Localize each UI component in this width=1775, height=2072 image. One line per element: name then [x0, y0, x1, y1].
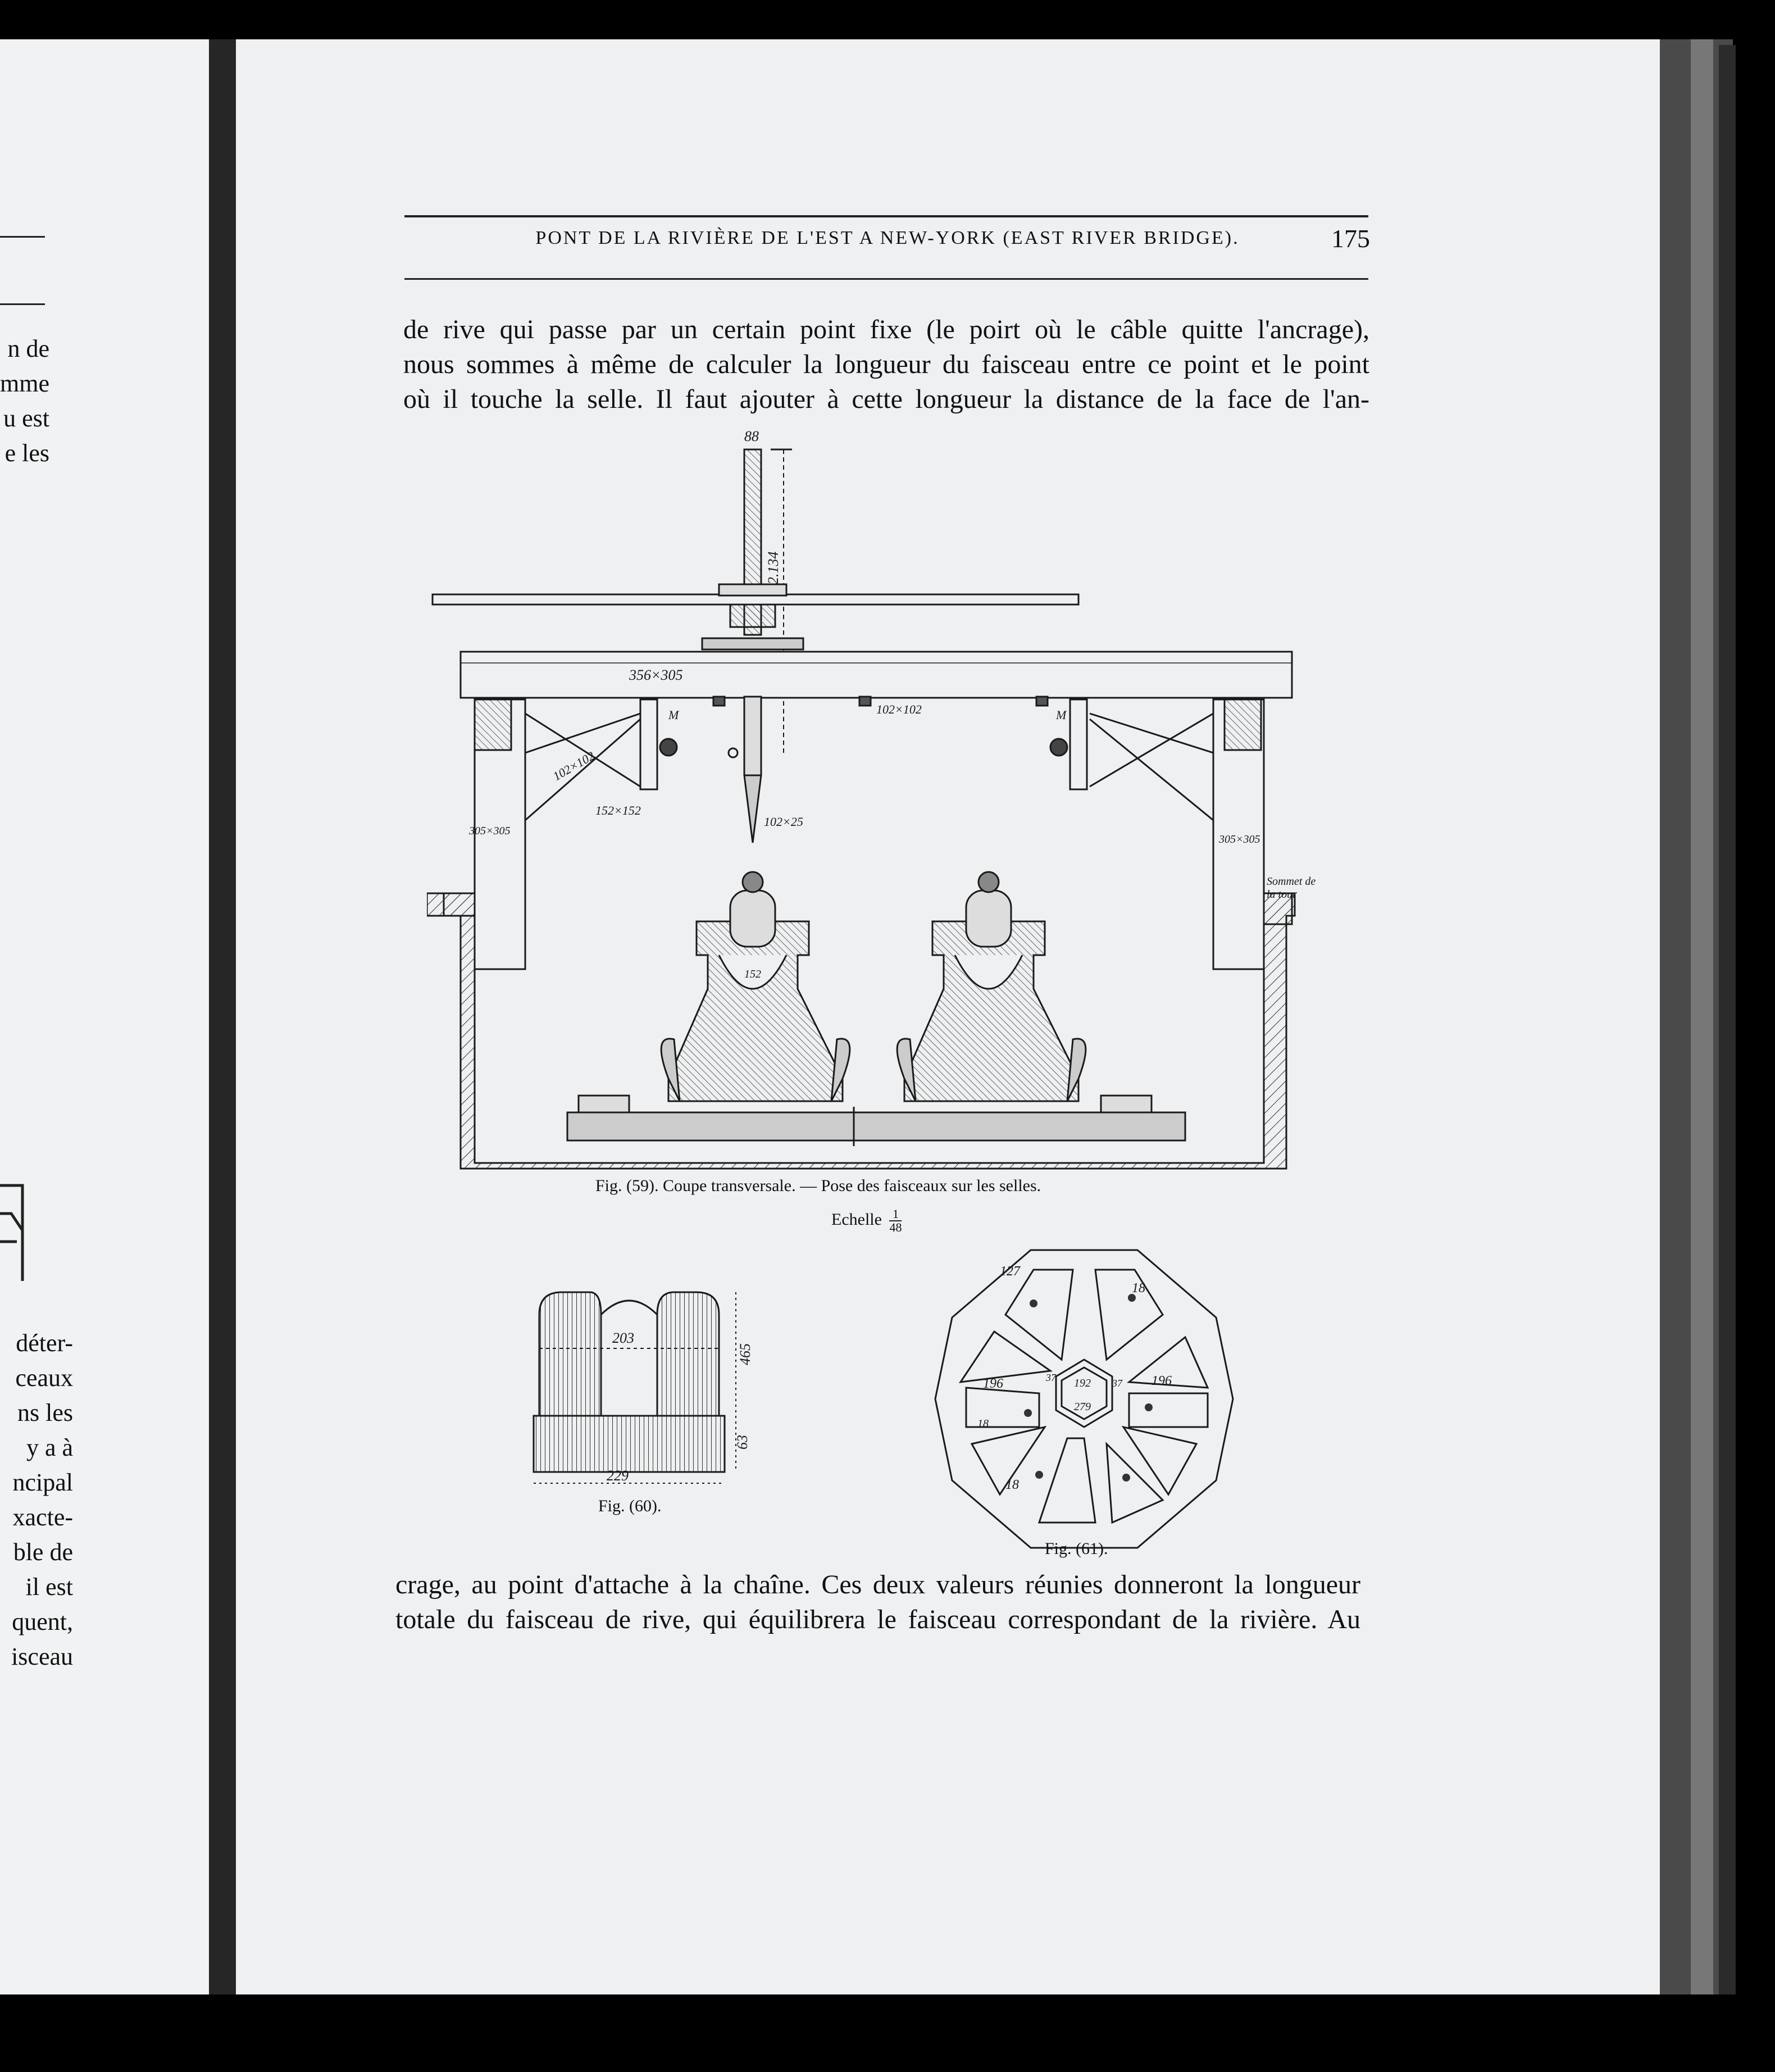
fig61-label: 192	[1074, 1377, 1091, 1389]
left-fragment: ns les	[17, 1399, 73, 1426]
left-fragment: il est	[25, 1573, 73, 1601]
fig59-label: 102×102	[550, 748, 597, 784]
fig59-caption: Fig. (59). Coupe transversale. — Pose des faisceaux sur les selles.	[595, 1176, 1041, 1195]
saddle-right	[897, 872, 1086, 1101]
left-fragment: e les	[4, 439, 49, 467]
text-line: crage, au point d'attache à la chaîne. Ces deux valeurs réunies donneront la longueur	[395, 1570, 1360, 1600]
fig59-label: 88	[744, 428, 759, 444]
fig59-label: Sommet de	[1267, 875, 1316, 888]
running-header: PONT DE LA RIVIÈRE DE L'EST A NEW-YORK (EAST RIVER BRIDGE).	[535, 228, 1240, 248]
fig59-label: la tour	[1267, 888, 1297, 901]
figure-61-drawing	[927, 1242, 1241, 1556]
fig59-label: 102×25	[764, 815, 803, 829]
fig61-label: 18	[977, 1417, 989, 1430]
fig61-label: 196	[983, 1376, 1003, 1391]
left-fragment: ble de	[13, 1538, 73, 1566]
saddle-left	[661, 872, 850, 1101]
fig59-scale	[831, 1208, 902, 1234]
left-page-drawing-fragment	[0, 1174, 34, 1287]
fig59-label: 305×305	[1219, 833, 1260, 846]
left-fragment: ceaux	[15, 1364, 73, 1392]
left-fragment: isceau	[11, 1643, 73, 1670]
text-line: de rive qui passe par un certain point fixe (le poirt où le câble quitte l'ancrage),	[403, 315, 1369, 344]
fig59-label: 152	[744, 968, 761, 980]
fig61-label: 196	[1152, 1374, 1172, 1388]
fig60-label: 229	[607, 1467, 629, 1484]
fig59-label: 305×305	[469, 825, 511, 837]
fig59-label: 102×102	[876, 702, 922, 716]
fig59-scale-num: 1	[889, 1208, 902, 1221]
fig60-label: 63	[734, 1435, 750, 1450]
fig61-label: 279	[1074, 1401, 1091, 1413]
fig59-scale-label: Echelle	[831, 1210, 882, 1229]
page-edge-stack	[1691, 39, 1713, 1994]
fig59-label: 2.134	[765, 551, 781, 584]
left-fragment: quent,	[12, 1608, 73, 1635]
fig60-label: 203	[612, 1330, 634, 1346]
left-page-rule	[0, 236, 45, 238]
left-page-rule	[0, 303, 45, 305]
left-fragment: u est	[3, 405, 49, 432]
book-gutter	[209, 39, 238, 1994]
fig59-label: M	[1056, 708, 1067, 722]
text-line: où il touche la selle. Il faut ajouter à cette longueur la distance de la face de l'an-	[403, 384, 1369, 414]
fig59-label: 152×152	[595, 803, 641, 817]
text-line: nous sommes à même de calculer la longueur du faisceau entre ce point et le point	[403, 349, 1369, 379]
fig59-scale-den: 48	[889, 1220, 902, 1234]
left-fragment: déter-	[16, 1329, 73, 1357]
figure-60-drawing	[522, 1281, 758, 1494]
left-page	[0, 39, 225, 1994]
fig61-label: 37	[1046, 1372, 1056, 1383]
left-fragment: ncipal	[12, 1469, 73, 1496]
fig61-label: 18	[1132, 1281, 1145, 1296]
fig61-caption: Fig. (61).	[1045, 1539, 1108, 1558]
fig61-label: 127	[1000, 1264, 1020, 1279]
fig61-label: 18	[1005, 1478, 1019, 1492]
fig60-label: 465	[737, 1343, 753, 1365]
header-rule-bottom	[404, 278, 1368, 280]
left-fragment: xacte-	[12, 1503, 73, 1531]
figure-59-drawing	[427, 416, 1348, 1180]
left-fragment: y a à	[26, 1434, 73, 1461]
text-line: totale du faisceau de rive, qui équilibrera le faisceau correspondant de la rivière. Au	[395, 1605, 1360, 1634]
left-fragment: n de	[7, 335, 49, 362]
header-rule-top	[404, 215, 1368, 217]
fig60-caption: Fig. (60).	[598, 1497, 662, 1515]
page-edge-stack	[1719, 45, 1736, 1994]
fig59-label: M	[668, 708, 679, 722]
fig59-label: 356×305	[629, 667, 683, 683]
page-number: 175	[1331, 224, 1370, 253]
left-fragment: mme	[0, 370, 49, 397]
fig61-label: 37	[1112, 1378, 1122, 1389]
